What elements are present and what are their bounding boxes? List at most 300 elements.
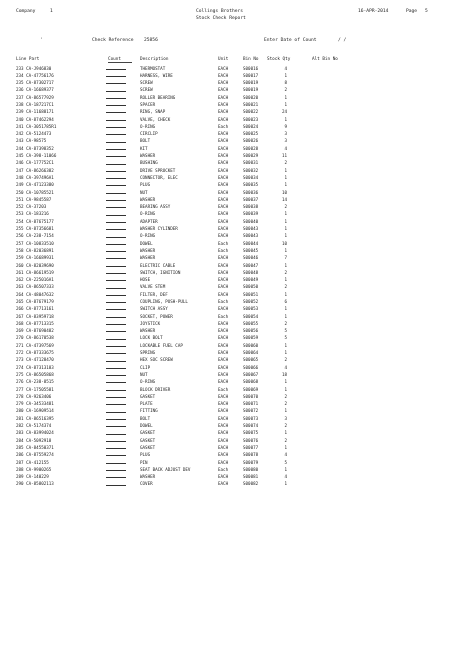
stock-qty-cell: 1 — [284, 379, 287, 385]
bin-no-cell: S00034 — [243, 174, 259, 180]
count-entry-line[interactable] — [106, 149, 126, 150]
stock-qty-cell: 1 — [284, 481, 287, 487]
line-part-cell: 236 CA-16689377 — [16, 87, 54, 93]
bin-no-cell: S00081 — [243, 474, 259, 480]
stock-qty-cell: 9 — [284, 123, 287, 129]
table-row — [16, 167, 366, 174]
stock-qty-cell: 24 — [281, 109, 287, 115]
bin-no-cell: S00020 — [243, 94, 259, 100]
description-cell: JOYSTICK — [140, 320, 161, 326]
count-date-field[interactable]: / / — [338, 38, 347, 43]
stock-qty-cell: 1 — [284, 466, 287, 472]
stock-qty-cell: 7 — [284, 255, 287, 261]
count-entry-line[interactable] — [106, 185, 126, 186]
unit-cell: EACH — [218, 131, 229, 137]
unit-cell: EACH — [218, 255, 229, 261]
line-part-cell: 256 CA-238-7154 — [16, 233, 54, 239]
bin-no-cell: S00051 — [243, 291, 259, 297]
bin-no-cell: S00045 — [243, 247, 259, 253]
line-part-cell: 290 CA-85802113 — [16, 481, 54, 487]
unit-cell: Each — [218, 247, 229, 253]
check-reference-label: Check Reference — [92, 38, 134, 43]
table-row — [16, 451, 366, 458]
stock-qty-cell: 10 — [281, 240, 287, 246]
table-row — [16, 320, 366, 327]
stock-qty-cell: 3 — [284, 415, 287, 421]
unit-cell: EACH — [218, 182, 229, 188]
table-row — [16, 210, 366, 217]
table-row — [16, 313, 366, 320]
bin-no-cell: S00073 — [243, 415, 259, 421]
line-part-cell: 287 CA-412155 — [16, 459, 49, 465]
description-cell: FITTING — [140, 408, 158, 414]
bin-no-cell: S00043 — [243, 226, 259, 232]
description-cell: GASKET — [140, 437, 156, 443]
stock-qty-cell: 2 — [284, 401, 287, 407]
description-cell: LOCK BOLT — [140, 335, 163, 341]
count-entry-line[interactable] — [106, 266, 126, 267]
description-cell: HEX SOC SCREW — [140, 357, 173, 363]
unit-cell: Each — [218, 299, 229, 304]
unit-cell: EACH — [218, 364, 229, 370]
count-entry-line[interactable] — [106, 156, 126, 157]
description-cell: SWITCH ASSY — [140, 306, 168, 312]
description-cell: SEAT BACK ADJUST DEV — [140, 466, 191, 472]
unit-cell: EACH — [218, 452, 229, 458]
count-entry-line[interactable] — [106, 98, 126, 99]
count-entry-line[interactable] — [106, 404, 126, 405]
count-entry-line[interactable] — [106, 76, 126, 77]
table-row — [16, 400, 366, 407]
count-entry-line[interactable] — [106, 112, 126, 113]
table-row — [16, 262, 366, 269]
line-part-cell: 272 CA-87333675 — [16, 350, 54, 356]
count-entry-line[interactable] — [106, 426, 126, 427]
count-entry-line[interactable] — [106, 382, 126, 383]
unit-cell: EACH — [218, 320, 229, 326]
description-cell: HARNESS, WIRE — [140, 72, 173, 78]
stock-qty-cell: 5 — [284, 459, 287, 465]
count-entry-line[interactable] — [106, 215, 126, 216]
description-cell: DRIVE SPROCKET — [140, 167, 176, 173]
count-entry-line[interactable] — [106, 368, 126, 369]
unit-cell: EACH — [218, 335, 229, 341]
description-cell: SCREW — [140, 80, 153, 86]
count-entry-line[interactable] — [106, 412, 126, 413]
count-entry-line[interactable] — [106, 258, 126, 259]
stock-qty-cell: 5 — [284, 335, 287, 341]
bin-no-cell: S00023 — [243, 116, 259, 122]
count-entry-line[interactable] — [106, 91, 126, 92]
stock-qty-cell: 4 — [284, 474, 287, 480]
description-cell: PIN — [140, 459, 148, 465]
table-row — [16, 459, 366, 466]
unit-cell: Each — [218, 386, 229, 392]
description-cell: ROLLER BEARING — [140, 94, 176, 100]
page-label: Page — [406, 9, 418, 14]
table-row — [16, 123, 366, 130]
table-row — [16, 342, 366, 349]
quote-mark: ' — [40, 38, 43, 43]
unit-cell: EACH — [218, 145, 229, 151]
bin-no-cell: S00024 — [243, 123, 259, 129]
stock-qty-cell: 8 — [284, 80, 287, 86]
count-entry-line[interactable] — [106, 317, 126, 318]
count-entry-line[interactable] — [106, 463, 126, 464]
count-entry-line[interactable] — [106, 295, 126, 296]
description-cell: HOSE — [140, 277, 151, 283]
count-entry-line[interactable] — [106, 229, 126, 230]
unit-cell: Each — [218, 240, 229, 246]
line-part-cell: 254 CA-87675177 — [16, 218, 54, 224]
stock-qty-cell: 1 — [284, 226, 287, 232]
count-entry-line[interactable] — [106, 280, 126, 281]
unit-cell: EACH — [218, 291, 229, 297]
unit-cell: EACH — [218, 196, 229, 202]
line-part-cell: 260 CA-82039690 — [16, 262, 54, 268]
count-entry-line[interactable] — [106, 127, 126, 128]
bin-no-cell: S00016 — [243, 65, 259, 71]
table-row — [16, 429, 366, 436]
unit-cell: EACH — [218, 204, 229, 210]
unit-cell: EACH — [218, 284, 229, 290]
stock-qty-cell: 1 — [284, 444, 287, 450]
table-row — [16, 65, 366, 72]
bin-no-cell: S00035 — [243, 182, 259, 188]
unit-cell: EACH — [218, 65, 229, 71]
count-entry-line[interactable] — [106, 193, 126, 194]
stock-qty-cell: 4 — [284, 145, 287, 151]
description-cell: BOLT — [140, 138, 151, 144]
bin-no-cell: S00075 — [243, 430, 259, 436]
line-part-cell: 255 CA-87356681 — [16, 226, 54, 232]
count-entry-line[interactable] — [106, 485, 126, 486]
bin-no-cell: S00047 — [243, 262, 259, 268]
description-cell: O-RING — [140, 211, 156, 217]
description-cell: O-RING — [140, 123, 156, 129]
stock-qty-cell: 1 — [284, 182, 287, 188]
line-part-cell: 253 CA-183216 — [16, 211, 49, 217]
unit-cell: EACH — [218, 72, 229, 78]
table-row — [16, 276, 366, 283]
stock-qty-cell: 1 — [284, 262, 287, 268]
count-entry-line[interactable] — [106, 120, 126, 121]
count-entry-line[interactable] — [106, 375, 126, 376]
description-cell: DOWEL — [140, 423, 153, 429]
line-part-cell: 269 CA-87690482 — [16, 328, 54, 334]
table-row — [16, 79, 366, 86]
description-cell: ELECTRIC CABLE — [140, 262, 176, 268]
stock-qty-cell: 1 — [284, 408, 287, 414]
count-entry-line[interactable] — [106, 171, 126, 172]
unit-cell: EACH — [218, 160, 229, 166]
description-cell: PLUG — [140, 182, 151, 188]
stock-qty-cell: 1 — [284, 430, 287, 436]
stock-qty-cell: 18 — [281, 371, 287, 377]
line-part-cell: 258 CA-82036891 — [16, 247, 54, 253]
count-entry-line[interactable] — [106, 397, 126, 398]
count-entry-line[interactable] — [106, 390, 126, 391]
stock-qty-cell: 6 — [284, 299, 287, 304]
bin-no-cell: S00067 — [243, 371, 259, 377]
stock-qty-cell: 5 — [284, 328, 287, 334]
unit-cell: EACH — [218, 437, 229, 443]
stock-qty-cell: 1 — [284, 313, 287, 319]
bin-no-cell: S00069 — [243, 386, 259, 392]
table-row — [16, 181, 366, 188]
count-entry-line[interactable] — [106, 302, 126, 303]
unit-cell: EACH — [218, 211, 229, 217]
description-cell: SCREW — [140, 87, 153, 93]
table-row — [16, 334, 366, 341]
count-entry-line[interactable] — [106, 455, 126, 456]
line-part-cell: 265 CA-87679179 — [16, 299, 54, 304]
unit-cell: EACH — [218, 262, 229, 268]
stock-qty-cell: 1 — [284, 167, 287, 173]
unit-cell: EACH — [218, 342, 229, 348]
description-cell: CIRCLIP — [140, 131, 158, 137]
line-part-cell: 270 CA-86170538 — [16, 335, 54, 341]
unit-cell: EACH — [218, 167, 229, 173]
line-part-cell: 251 CA-9845587 — [16, 196, 52, 202]
description-cell: SWITCH, IGNITION — [140, 269, 181, 275]
count-entry-line[interactable] — [106, 69, 126, 70]
table-row — [16, 240, 366, 247]
count-entry-line[interactable] — [106, 448, 126, 449]
bin-no-cell: S00029 — [243, 153, 259, 159]
description-cell: LOCKABLE FUEL CAP — [140, 342, 183, 348]
count-entry-line[interactable] — [106, 142, 126, 143]
line-part-cell: 243 CA-98575 — [16, 138, 47, 144]
table-row — [16, 232, 366, 239]
unit-cell: EACH — [218, 393, 229, 399]
unit-cell: EACH — [218, 306, 229, 312]
count-entry-line[interactable] — [106, 273, 126, 274]
description-cell: O-RING — [140, 379, 156, 385]
count-entry-line[interactable] — [106, 222, 126, 223]
count-entry-line[interactable] — [106, 353, 126, 354]
count-entry-line[interactable] — [106, 441, 126, 442]
bin-no-cell: S00072 — [243, 408, 259, 414]
stock-qty-cell: 1 — [284, 116, 287, 122]
unit-cell: EACH — [218, 430, 229, 436]
company-number: 1 — [50, 9, 53, 14]
unit-cell: EACH — [218, 357, 229, 363]
unit-cell: EACH — [218, 481, 229, 487]
count-entry-line[interactable] — [106, 361, 126, 362]
stock-qty-cell: 1 — [284, 306, 287, 312]
bin-no-cell: S00056 — [243, 328, 259, 334]
bin-no-cell: S00025 — [243, 131, 259, 137]
table-row — [16, 72, 366, 79]
bin-no-cell: S00068 — [243, 379, 259, 385]
unit-cell: EACH — [218, 218, 229, 224]
stock-qty-cell: 2 — [284, 320, 287, 326]
unit-cell: EACH — [218, 269, 229, 275]
description-cell: PLATE — [140, 401, 153, 407]
table-row — [16, 137, 366, 144]
stock-qty-cell: 2 — [284, 160, 287, 166]
table-row — [16, 196, 366, 203]
table-row — [16, 159, 366, 166]
count-entry-line[interactable] — [106, 339, 126, 340]
bin-no-cell: S00046 — [243, 255, 259, 261]
stock-qty-cell: 2 — [284, 269, 287, 275]
table-row — [16, 371, 366, 378]
table-row — [16, 291, 366, 298]
unit-cell: EACH — [218, 80, 229, 86]
line-part-cell: 267 CA-83959718 — [16, 313, 54, 319]
line-part-cell: 233 CA-J946830 — [16, 65, 52, 71]
line-part-cell: 242 CA-5124473 — [16, 131, 52, 137]
table-row — [16, 130, 366, 137]
enter-date-label: Enter Date of Count — [264, 38, 317, 43]
stock-qty-cell: 1 — [284, 386, 287, 392]
description-cell: KIT — [140, 145, 148, 151]
unit-cell: Each — [218, 466, 229, 472]
line-part-cell: 266 CA-87713161 — [16, 306, 54, 312]
description-cell: THERMOSTAT — [140, 65, 166, 71]
bin-no-cell: S00079 — [243, 459, 259, 465]
company-label: Company — [16, 9, 36, 14]
bin-no-cell: S00043 — [243, 233, 259, 239]
line-part-cell: 278 CA-9263406 — [16, 393, 52, 399]
count-entry-line[interactable] — [106, 207, 126, 208]
table-row — [16, 152, 366, 159]
line-part-cell: 238 CA-187217C1 — [16, 101, 54, 107]
company-name: Collings Brothers — [196, 9, 244, 14]
line-part-cell: 247 CA-86266382 — [16, 167, 54, 173]
stock-qty-cell: 1 — [284, 101, 287, 107]
table-row — [16, 145, 366, 152]
description-cell: RING, SNAP — [140, 109, 166, 115]
count-entry-line[interactable] — [106, 477, 126, 478]
count-entry-line[interactable] — [106, 309, 126, 310]
line-part-cell: 275 CA-86505868 — [16, 371, 54, 377]
bin-no-cell: S00019 — [243, 80, 259, 86]
table-row — [16, 116, 366, 123]
count-entry-line[interactable] — [106, 346, 126, 347]
description-cell: ADAPTER — [140, 218, 158, 224]
stock-qty-cell: 3 — [284, 131, 287, 137]
table-row — [16, 364, 366, 371]
table-row — [16, 422, 366, 429]
line-part-cell: 280 CA-16909514 — [16, 408, 54, 414]
stock-qty-cell: 2 — [284, 393, 287, 399]
table-row — [16, 254, 366, 261]
count-entry-line[interactable] — [106, 324, 126, 325]
count-entry-line[interactable] — [106, 105, 126, 106]
count-entry-line[interactable] — [106, 244, 126, 245]
line-part-cell: 237 CA-86577929 — [16, 94, 54, 100]
description-cell: GASKET — [140, 430, 156, 436]
stock-qty-cell: 4 — [284, 364, 287, 370]
unit-cell: EACH — [218, 226, 229, 232]
count-entry-line[interactable] — [106, 200, 126, 201]
table-row — [16, 94, 366, 101]
table-row — [16, 305, 366, 312]
table-row — [16, 327, 366, 334]
unit-cell: EACH — [218, 174, 229, 180]
description-cell: SOCKET, POWER — [140, 313, 173, 319]
count-entry-line[interactable] — [106, 164, 126, 165]
count-entry-line[interactable] — [106, 251, 126, 252]
count-entry-line[interactable] — [106, 83, 126, 84]
count-entry-line[interactable] — [106, 470, 126, 471]
stock-qty-cell: 1 — [284, 233, 287, 239]
stock-qty-cell: 2 — [284, 284, 287, 290]
line-part-cell: 234 CA-47756176 — [16, 72, 54, 78]
stock-qty-cell: 14 — [281, 196, 287, 202]
bin-no-cell: S00038 — [243, 204, 259, 210]
bin-no-cell: S00060 — [243, 342, 259, 348]
description-cell: NUT — [140, 371, 148, 377]
line-part-cell: 257 CA-10833510 — [16, 240, 54, 246]
line-part-cell: 264 CA-48047632 — [16, 291, 54, 297]
unit-cell: EACH — [218, 423, 229, 429]
description-cell: GASKET — [140, 393, 156, 399]
bin-no-cell: S00050 — [243, 284, 259, 290]
count-entry-line[interactable] — [106, 434, 126, 435]
count-entry-line[interactable] — [106, 178, 126, 179]
count-entry-line[interactable] — [106, 237, 126, 238]
stock-qty-cell: 1 — [284, 350, 287, 356]
line-part-cell: 235 CA-87302717 — [16, 80, 54, 86]
table-row — [16, 86, 366, 93]
line-part-cell: 277 CA-17505581 — [16, 386, 54, 392]
bin-no-cell: S00022 — [243, 109, 259, 115]
description-cell: CLIP — [140, 364, 151, 370]
bin-no-cell: S00053 — [243, 306, 259, 312]
bin-no-cell: S00082 — [243, 481, 259, 487]
table-row — [16, 473, 366, 480]
bin-no-cell: S00077 — [243, 444, 259, 450]
description-cell: GASKET — [140, 444, 156, 450]
count-entry-line[interactable] — [106, 134, 126, 135]
report-date: 16-APR-2014 — [358, 9, 389, 14]
line-part-cell: 288 CA-9900265 — [16, 466, 52, 472]
stock-qty-cell: 1 — [284, 72, 287, 78]
stock-table — [16, 65, 366, 488]
bin-no-cell: S00037 — [243, 196, 259, 202]
line-part-cell: 268 CA-87713315 — [16, 320, 54, 326]
unit-cell: Each — [218, 313, 229, 319]
unit-cell: EACH — [218, 371, 229, 377]
count-entry-line[interactable] — [106, 331, 126, 332]
stock-qty-cell: 1 — [284, 247, 287, 253]
table-row — [16, 356, 366, 363]
column-header-count: Count — [108, 57, 121, 62]
bin-no-cell: S00049 — [243, 277, 259, 283]
table-row — [16, 283, 366, 290]
table-row — [16, 218, 366, 225]
table-row — [16, 393, 366, 400]
stock-qty-cell: 1 — [284, 211, 287, 217]
count-entry-line[interactable] — [106, 288, 126, 289]
table-row — [16, 386, 366, 393]
unit-cell: EACH — [218, 328, 229, 334]
stock-qty-cell: 2 — [284, 357, 287, 363]
description-cell: COUPLING, PUSH-PULL — [140, 299, 188, 304]
stock-qty-cell: 1 — [284, 218, 287, 224]
bin-no-cell: S00074 — [243, 423, 259, 429]
stock-qty-cell: 1 — [284, 342, 287, 348]
column-header-description: Description — [140, 57, 169, 62]
bin-no-cell: S00017 — [243, 72, 259, 78]
stock-qty-cell: 1 — [284, 94, 287, 100]
count-entry-line[interactable] — [106, 419, 126, 420]
line-part-cell: 241 CA-3051785R1 — [16, 123, 57, 129]
